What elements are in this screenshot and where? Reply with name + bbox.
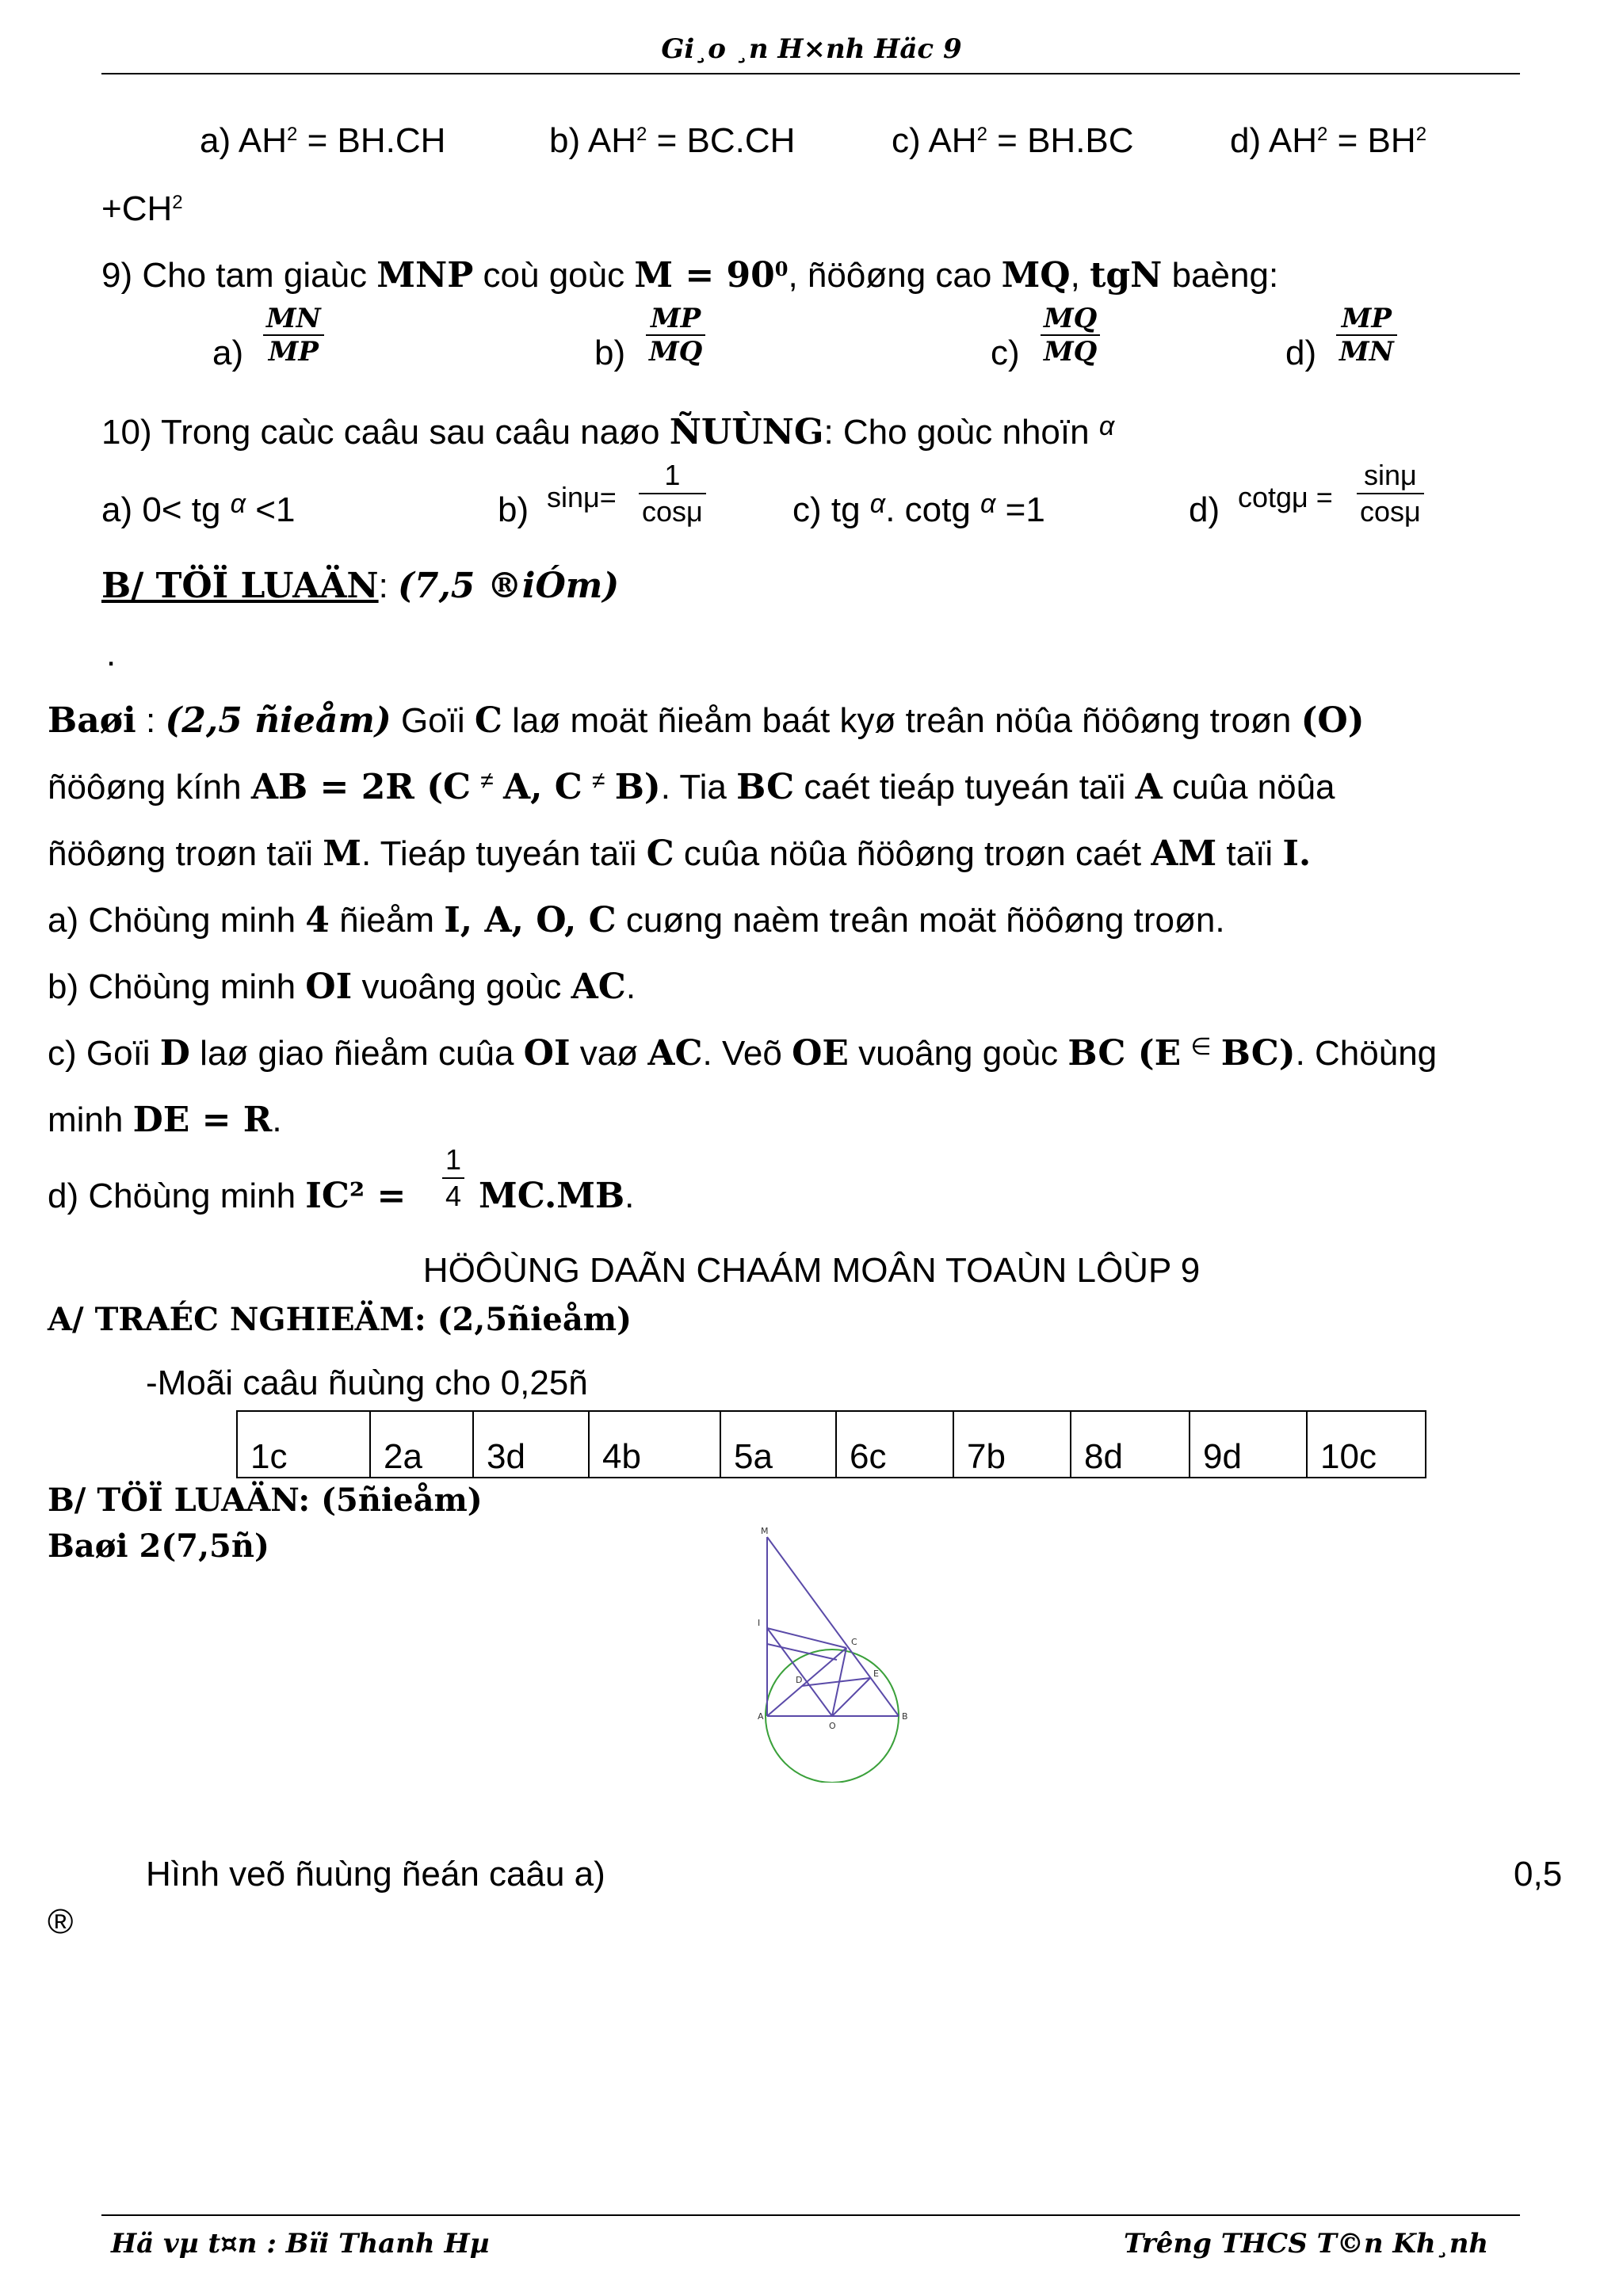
q9-stem: 9) Cho tam giaùc MNP coù goùc $M = 90^0$, ñöôøng cao MQ, tgN baèng: [101,255,1279,296]
label-i: I [758,1618,761,1628]
label-c: C [851,1637,857,1647]
answer-row [237,1411,1426,1478]
bai-part-d-text: d) Chöùng minh IC² = [48,1176,407,1216]
q10-option-d-label: d) [1189,490,1220,529]
q9-option-d-fraction: $\frac{MP}{MN}$ [1336,303,1397,368]
q10-stem: 10) Trong caùc caâu sau caâu naøo ÑUÙNG: Cho goùc nhoïn $^\alpha$ [101,411,1115,452]
answer-table [236,1410,1426,1478]
bai-part-d-fraction: $\frac{1}{4}$ [442,1142,464,1214]
bai-part-c: c) Goïi D laø giao ñieåm cuûa OI vaø AC. Veõ OE vuoâng goùc BC (E ∈ BC). Chöùng [48,1033,1438,1074]
label-o: O [829,1721,836,1731]
bai-part-c-cont: minh DE = R. [48,1100,282,1140]
answer-cell: 7b [953,1411,1071,1478]
q10-option-b-label: b) [498,490,529,529]
line-mb [767,1537,899,1716]
footer-rule [101,2214,1520,2216]
footer-author: Hä vµ t¤n : Bïi Thanh Hµ [111,2228,490,2260]
label-b: B [902,1711,908,1722]
q9-option-a-fraction: $\frac{MN}{MP}$ [263,303,324,368]
q10-option-d-fraction: $\frac{\sin\mu}{\cos\mu}$ [1357,458,1424,529]
guide-part-b: B/ TÖÏ LUAÄN: (5ñieåm) [48,1482,483,1519]
q8-option-b: b) $AH^2 = BC.CH$ [549,121,796,160]
line-oe [832,1678,870,1716]
q9-option-d-label: d) [1285,334,1317,372]
bai-line-3: ñöôøng troøn taïi M. Tieáp tuyeán taïi C cuûa nöûa ñöôøng troøn caét AM taïi I. [48,833,1312,874]
q10-option-b-fraction: $\frac{1}{\cos\mu}$ [639,458,706,529]
guide-each-note: -Moãi caâu ñuùng cho 0,25ñ [146,1363,588,1402]
q10-option-a: a) 0< tg $^\alpha$ <1 [101,489,296,529]
guide-title: HÖÔÙNG DAÃN CHAÁM MOÂN TOAÙN LÔÙP 9 [422,1251,1201,1290]
bai-part-d-tail: MC.MB. [479,1176,635,1216]
q8-option-d: d) $AH^2 = BH^2$ [1230,121,1427,160]
bai-part-b: b) Chöùng minh OI vuoâng goùc AC. [48,967,636,1007]
q10-option-b-lhs: sinμ= [547,481,617,513]
answer-cell: 6c [836,1411,953,1478]
q9-option-c-label: c) [991,334,1020,372]
q8-option-c: c) $AH^2 = BH.BC$ [892,121,1134,160]
part-b-heading: B/ TÖÏ LUAÄN: (7,5 ®iÓm) [101,566,620,606]
answer-cell: 1c [237,1411,370,1478]
drawing-points: 0,5 [1514,1855,1563,1894]
answer-cell: 5a [720,1411,836,1478]
geometry-figure [745,1521,935,1783]
label-a: A [758,1711,764,1722]
bai-line-1: Baøi : (2,5 ñieåm) Goïi C laø moät ñieåm baát kyø treân nöûa ñöôøng troøn (O) [48,700,1365,741]
stray-dot: . [106,635,116,673]
q8-option-d-wrap: $+CH^2$ [101,189,183,228]
answer-cell: 10c [1307,1411,1426,1478]
answer-cell: 9d [1190,1411,1307,1478]
page-header-title: Gi¸o ¸n H×nh Häc 9 [661,33,962,65]
label-e: E [873,1669,879,1679]
q8-option-a: a) $AH^2 = BH.CH$ [200,121,446,160]
answer-cell: 8d [1071,1411,1190,1478]
q9-option-c-fraction: $\frac{MQ}{MQ}$ [1041,303,1100,368]
guide-bai-2: Baøi 2(7,5ñ) [48,1527,269,1565]
bai-part-a: a) Chöùng minh 4 ñieåm I, A, O, C cuøng naèm treân moät ñöôøng troøn. [48,900,1225,940]
bai-line-2: ñöôøng kính AB = 2R (C ≠ A, C ≠ B). Tia BC caét tieáp tuyeán taïi A cuûa nöûa [48,767,1335,807]
guide-part-a: A/ TRAÉC NGHIEÄM: (2,5ñieåm) [48,1301,632,1338]
q10-option-d-lhs: cotgμ = [1238,481,1333,513]
points-unit: ® [48,1902,74,1941]
q9-option-b-label: b) [594,334,626,372]
answer-cell: 4b [589,1411,720,1478]
label-m: M [761,1526,769,1536]
footer-school: Trêng THCS T©n Kh¸nh [1124,2228,1489,2260]
header-rule [101,73,1520,74]
q9-option-a-label: a) [212,334,244,372]
answer-cell: 2a [370,1411,473,1478]
q10-option-c: c) tg $^\alpha$. cotg $^\alpha$ =1 [792,489,1045,529]
label-d: D [796,1675,803,1685]
answer-cell: 3d [473,1411,589,1478]
drawing-note: Hình veõ ñuùng ñeán caâu a) [146,1855,605,1894]
line-de [802,1678,870,1686]
q9-option-b-fraction: $\frac{MP}{MQ}$ [646,303,705,368]
